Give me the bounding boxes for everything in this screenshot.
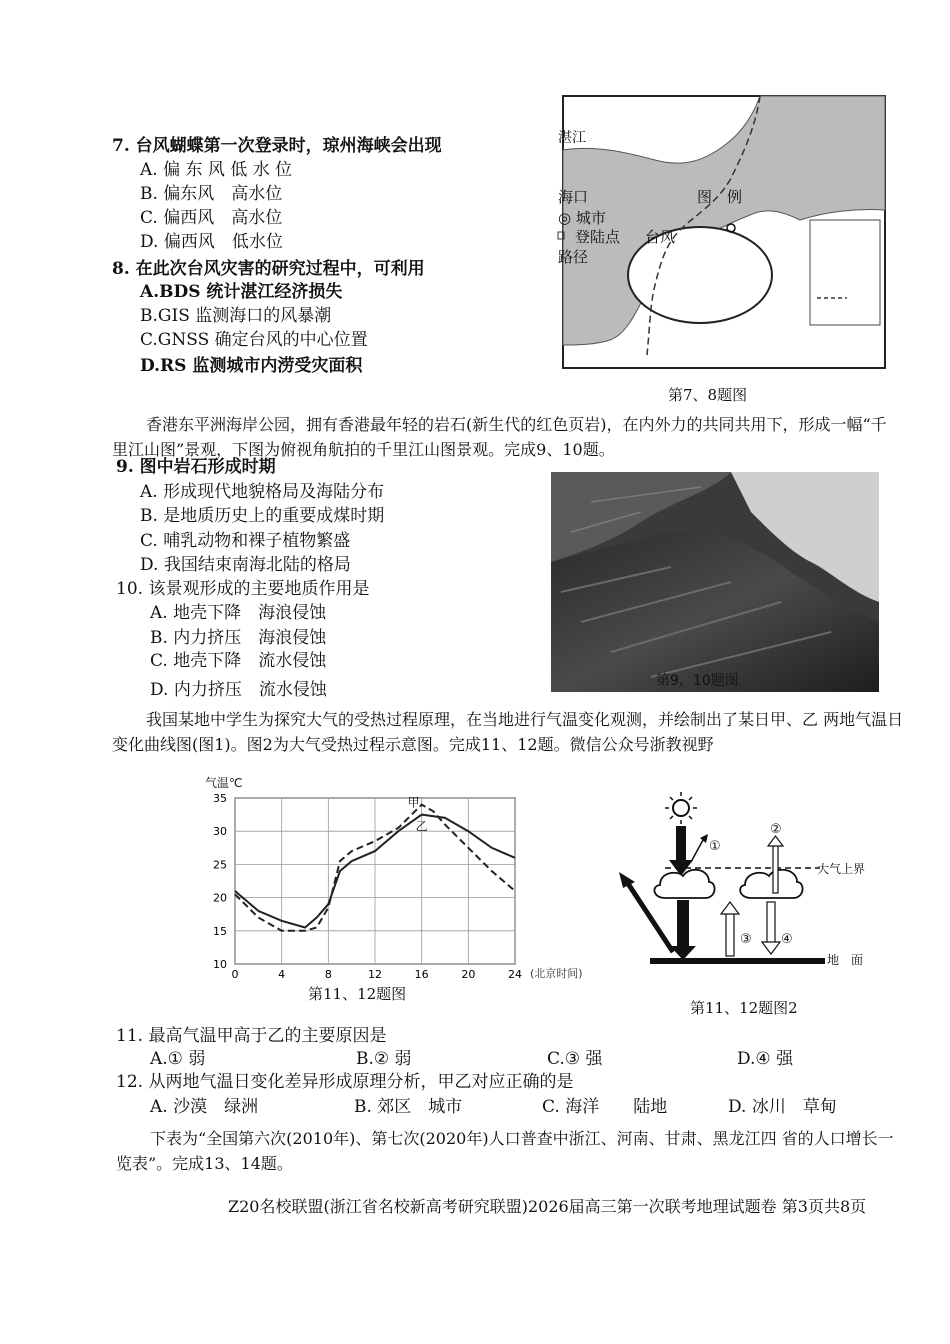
y-tick-label: 35 <box>213 792 227 805</box>
q9-option-d: D. 我国结束南海北陆的格局 <box>140 555 351 575</box>
label-zhanjiang: 湛江 <box>558 130 586 146</box>
y-tick-label: 20 <box>213 891 227 905</box>
q8-option-a: A.BDS 统计湛江经济损失 <box>140 282 343 302</box>
arrow-2 <box>773 845 778 893</box>
q9-option-a: A. 形成现代地貌格局及海陆分布 <box>140 482 385 502</box>
q11-option-d: D.④ 强 <box>737 1049 794 1069</box>
q12-option-d: D. 冰川 草甸 <box>728 1097 837 1117</box>
ground-bar <box>650 958 825 964</box>
q11-option-c: C.③ 强 <box>547 1049 603 1069</box>
q12-option-b: B. 郊区 城市 <box>354 1097 463 1117</box>
q10-option-d: D. 内力挤压 流水侵蚀 <box>150 680 327 700</box>
cloud-left <box>654 870 714 898</box>
q11-stem: 11. 最高气温甲高于乙的主要原因是 <box>116 1026 387 1046</box>
legend-path: 路径 <box>558 248 589 266</box>
aerial-rock-photo <box>551 472 879 692</box>
q7-option-b: B. 偏东风 高水位 <box>140 184 283 204</box>
q10-option-b: B. 内力挤压 海浪侵蚀 <box>150 628 327 648</box>
legend-title: 图 例 <box>697 188 743 206</box>
y-tick-label: 25 <box>213 858 227 872</box>
q11-option-a: A.① 弱 <box>150 1049 206 1069</box>
grid <box>235 795 515 964</box>
x-tick-label: 8 <box>324 968 332 980</box>
q7-option-a: A. 偏 东 风 低 水 位 <box>140 160 293 180</box>
y-tick-label: 30 <box>213 825 227 839</box>
q9-option-c: C. 哺乳动物和裸子植物繁盛 <box>140 531 351 551</box>
label-ground: 地 面 <box>827 953 864 967</box>
sun-icon <box>665 792 697 824</box>
arrow-3 <box>726 912 734 956</box>
reflection-arrow <box>691 840 703 862</box>
solar-arrow-lower <box>677 900 689 950</box>
q12-option-c: C. 海洋 陆地 <box>542 1097 668 1117</box>
q8-stem: 8. 在此次台风灾害的研究过程中，可利用 <box>112 259 425 279</box>
q12-option-a: A. 沙漠 绿洲 <box>150 1097 259 1117</box>
diagram-caption: 第11、12题图2 <box>690 999 798 1017</box>
solar-arrow-upper <box>676 826 686 862</box>
x-tick-label: 16 <box>414 968 429 980</box>
q7-stem: 7. 台风蝴蝶第一次登录时，琼州海峡会出现 <box>112 136 442 156</box>
intro-13-14: 下表为“全国第六次(2010年)、第七次(2020年)人口普查中浙江、河南、甘肃、黑龙江四 省的人口增长一览表”。完成13、14题。 <box>116 1129 894 1173</box>
y-tick-label: 15 <box>213 924 227 938</box>
series-jia-label: 甲 <box>407 795 420 810</box>
y-ticks <box>213 792 227 971</box>
typhoon-map <box>555 90 895 380</box>
chart-caption: 第11、12题图 <box>308 985 407 1003</box>
x-tick-label: 24 <box>508 968 522 980</box>
q8-option-b: B.GIS 监测海口的风暴潮 <box>140 306 332 326</box>
label-haikou: 海口 <box>558 188 589 206</box>
label-4: ④ <box>781 932 793 947</box>
label-3: ③ <box>740 932 752 947</box>
q8-option-c: C.GNSS 确定台风的中心位置 <box>140 330 368 350</box>
x-tick-label: 12 <box>368 968 382 980</box>
legend-box <box>810 220 880 325</box>
q10-stem: 10. 该景观形成的主要地质作用是 <box>116 579 370 599</box>
x-tick-label: 4 <box>278 968 286 980</box>
intro-11-12: 我国某地中学生为探究大气的受热过程原理，在当地进行气温变化观测，并绘制出了某日甲、乙 两地气温日变化曲线图(图1)。图2为大气受热过程示意图。完成11、12题。微信公众号浙教视野 <box>112 710 904 754</box>
page-footer: Z20名校联盟(浙江省名校新高考研究联盟)2026届高三第一次联考地理试题卷 第3页共8页 <box>228 1197 867 1216</box>
q9-stem: 9. 图中岩石形成时期 <box>116 457 276 477</box>
q7-option-d: D. 偏西风 低水位 <box>140 232 283 252</box>
legend-landing: 登陆点 <box>575 228 621 246</box>
cloud-right <box>740 870 802 898</box>
x-tick-label: 0 <box>231 968 239 980</box>
label-atmosphere-top: 大气上界 <box>817 862 866 876</box>
atmosphere-heating-diagram <box>605 790 905 980</box>
q8-option-d: D.RS 监测城市内涝受灾面积 <box>140 356 363 376</box>
series-yi-label: 乙 <box>415 819 428 834</box>
q11-option-b: B.② 弱 <box>356 1049 412 1069</box>
x-axis-label: (北京时间) <box>530 967 583 980</box>
y-tick-label: 10 <box>213 958 227 971</box>
x-tick-label: 20 <box>461 968 476 980</box>
label-2: ② <box>770 822 782 837</box>
temperature-chart <box>195 770 605 980</box>
arrow-4 <box>767 902 775 944</box>
legend-typhoon: 台风 <box>645 228 676 246</box>
q7-option-c: C. 偏西风 高水位 <box>140 208 283 228</box>
solar-arrowhead-ground <box>670 946 696 960</box>
label-1: ① <box>709 839 721 854</box>
legend-city: ◎ 城市 <box>558 209 606 227</box>
q12-stem: 12. 从两地气温日变化差异形成原理分析，甲乙对应正确的是 <box>116 1072 574 1092</box>
q10-option-a: A. 地壳下降 海浪侵蚀 <box>150 603 327 623</box>
photo-caption: 第9、10题图 <box>656 673 739 689</box>
q10-option-c: C. 地壳下降 流水侵蚀 <box>150 651 327 671</box>
x-ticks <box>232 968 523 980</box>
intro-9-10: 香港东平洲海岸公园，拥有香港最年轻的岩石(新生代的红色页岩)，在内外力的共同共用下，形成一幅“千里江山图”景观，下图为俯视角航拍的千里江山图景观。完成9、10题。 <box>112 415 887 459</box>
q9-option-b: B. 是地质历史上的重要成煤时期 <box>140 506 385 526</box>
y-axis-label: 气温℃ <box>205 776 243 790</box>
map-caption: 第7、8题图 <box>668 386 748 404</box>
